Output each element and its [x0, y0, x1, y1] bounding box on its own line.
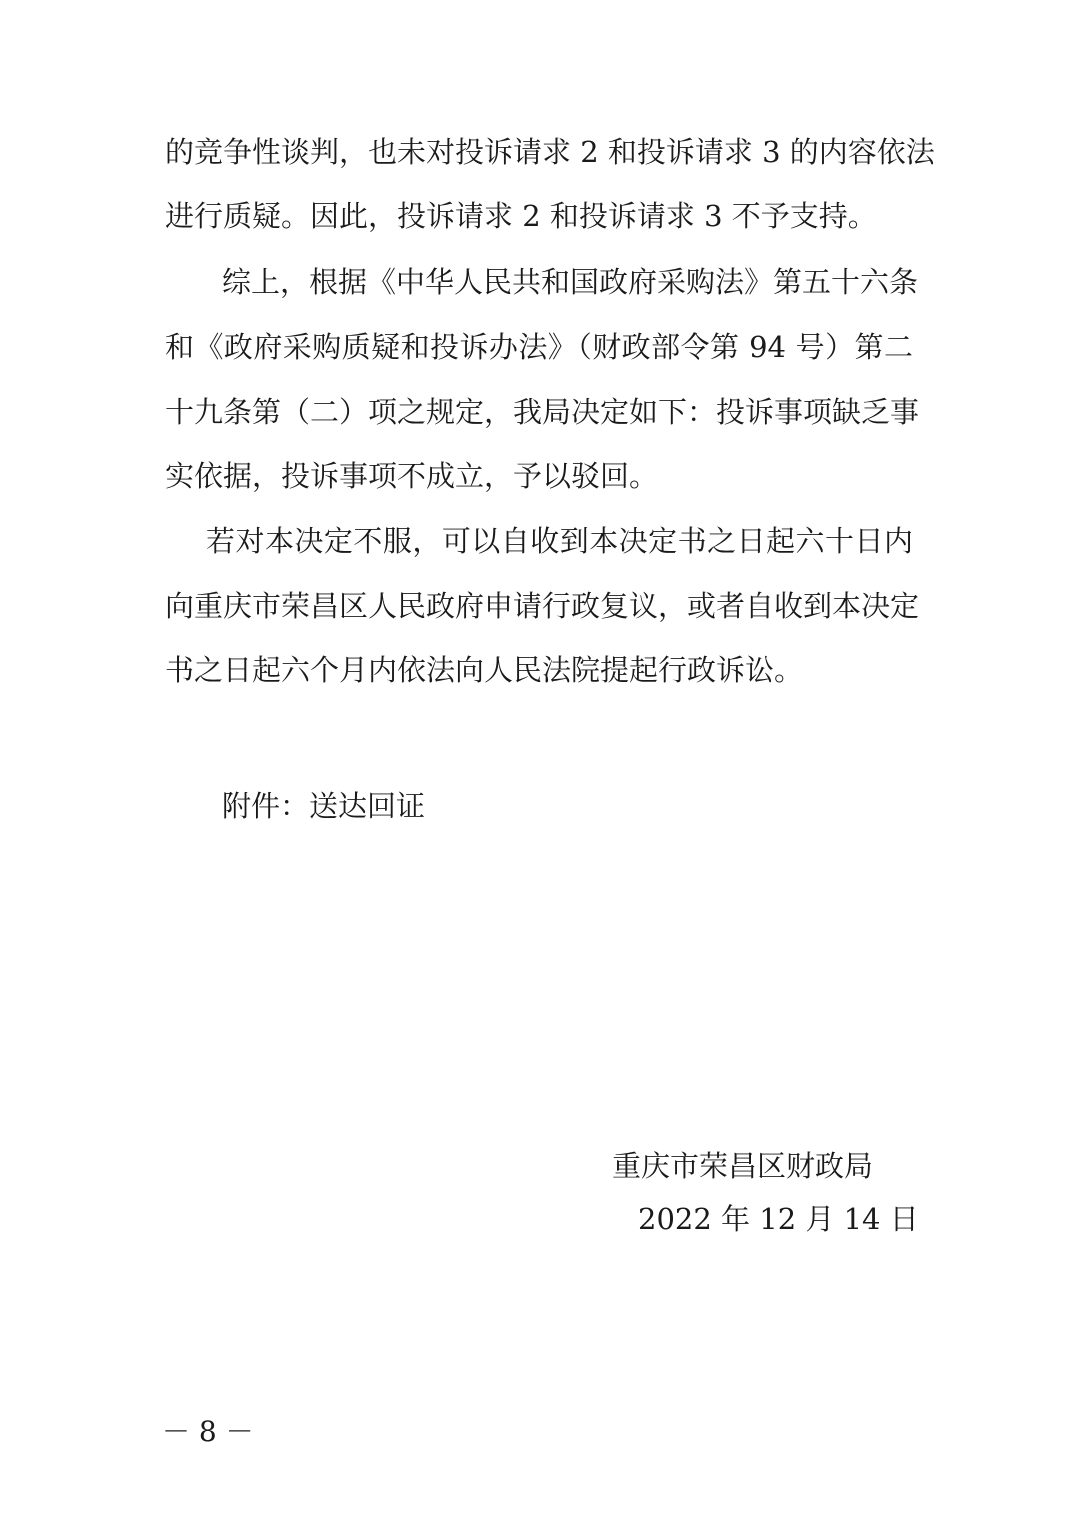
paragraph-1-line-2: 进行质疑。因此，投诉请求 2 和投诉请求 3 不予支持。: [165, 199, 877, 233]
paragraph-2-line-2: 和《政府采购质疑和投诉办法》（财政部令第 94 号）第二: [165, 330, 913, 364]
paragraph-2-line-4: 实依据，投诉事项不成立，予以驳回。: [165, 459, 659, 493]
paragraph-3-line-3: 书之日起六个月内依法向人民法院提起行政诉讼。: [165, 653, 804, 687]
attachment-note: 附件：送达回证: [222, 789, 426, 823]
paragraph-3-line-1: 若对本决定不服，可以自收到本决定书之日起六十日内: [206, 524, 913, 558]
paragraph-3-line-2: 向重庆市荣昌区人民政府申请行政复议，或者自收到本决定: [165, 589, 920, 623]
issue-date: 2022 年 12 月 14 日: [638, 1202, 919, 1236]
issuer-signature: 重庆市荣昌区财政局: [612, 1149, 874, 1183]
paragraph-2-line-1: 综上，根据《中华人民共和国政府采购法》第五十六条: [222, 265, 919, 299]
page-number: － 8 －: [162, 1415, 254, 1448]
paragraph-1-line-1: 的竞争性谈判，也未对投诉请求 2 和投诉请求 3 的内容依法: [165, 135, 935, 169]
paragraph-2-line-3: 十九条第（二）项之规定，我局决定如下：投诉事项缺乏事: [165, 395, 920, 429]
